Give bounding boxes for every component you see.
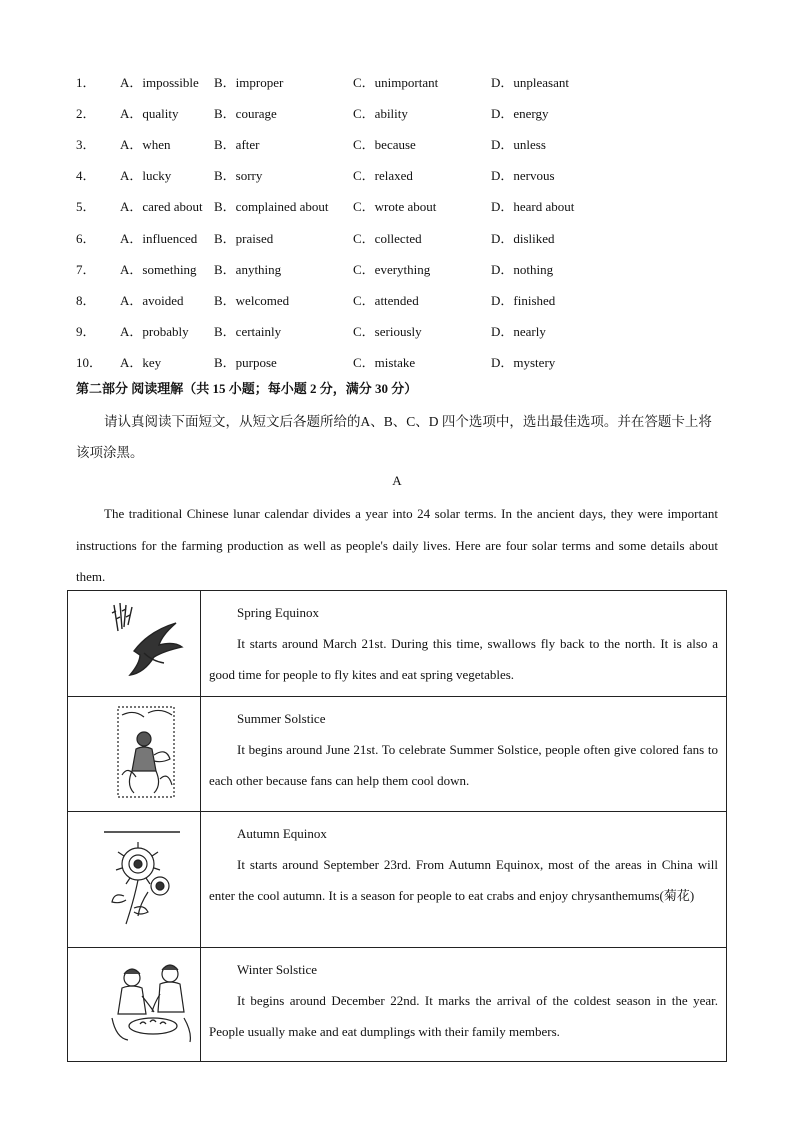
option-c: C．everything xyxy=(353,261,431,277)
option-a: A．lucky xyxy=(120,168,172,184)
question-number: 2． xyxy=(76,106,96,122)
term-description: It starts around September 23rd. From Autumn Equinox, most of the areas in China will enter the cool autumn. It is a season for people to eat crabs and enjoy chrysanthemums(菊花) xyxy=(209,857,718,903)
option-c: C．attended xyxy=(353,292,419,308)
table-row xyxy=(68,948,727,1062)
term-cell xyxy=(201,948,727,1062)
option-b: B．after xyxy=(214,137,260,153)
question-row xyxy=(76,284,736,315)
option-d: D．disliked xyxy=(491,230,555,246)
option-a: A．when xyxy=(120,137,171,153)
option-a: A．influenced xyxy=(120,230,198,246)
question-row xyxy=(76,253,736,284)
question-row xyxy=(76,128,736,159)
option-b: B．purpose xyxy=(214,354,277,370)
section-instruction: 请认真阅读下面短文，从短文后各题所给的A、B、C、D 四个选项中，选出最佳选项。并在答题卡上将该项涂黑。 xyxy=(76,414,712,460)
table-row xyxy=(68,591,727,697)
term-cell xyxy=(201,591,727,697)
option-a: A．impossible xyxy=(120,75,199,91)
option-d: D．nervous xyxy=(491,168,555,184)
term-description: It begins around June 21st. To celebrate Summer Solstice, people often give colored fans to each other because fans can help them cool down. xyxy=(209,742,718,788)
question-number: 5． xyxy=(76,199,96,215)
question-number: 3． xyxy=(76,137,96,153)
term-description: It starts around March 21st. During this time, swallows fly back to the north. It is also a good time for people to fly kites and eat spring vegetables. xyxy=(209,636,718,682)
question-row xyxy=(76,190,736,221)
term-name: Summer Solstice xyxy=(237,711,326,726)
question-row xyxy=(76,159,736,190)
question-number: 8． xyxy=(76,292,96,308)
option-c: C．unimportant xyxy=(353,75,439,91)
option-c: C．mistake xyxy=(353,354,416,370)
question-row xyxy=(76,346,736,377)
option-a: A．probably xyxy=(120,323,189,339)
solar-terms-table xyxy=(67,590,727,1062)
option-d: D．energy xyxy=(491,106,549,122)
question-row xyxy=(76,97,736,128)
option-b: B．improper xyxy=(214,75,284,91)
option-b: B．sorry xyxy=(214,168,263,184)
option-d: D．nearly xyxy=(491,323,546,339)
dumpling-family-icon xyxy=(68,948,201,1062)
option-b: B．anything xyxy=(214,261,282,277)
option-c: C．wrote about xyxy=(353,199,437,215)
passage-letter: A xyxy=(392,473,402,488)
option-d: D．nothing xyxy=(491,261,554,277)
term-cell xyxy=(201,697,727,812)
option-a: A．quality xyxy=(120,106,179,122)
question-row xyxy=(76,221,736,252)
option-b: B．certainly xyxy=(214,323,282,339)
term-name: Autumn Equinox xyxy=(237,826,327,841)
section-title: 第二部分 阅读理解（共 15 小题；每小题 2 分，满分 30 分） xyxy=(76,381,418,396)
option-b: B．welcomed xyxy=(214,292,290,308)
option-c: C．relaxed xyxy=(353,168,413,184)
question-row xyxy=(76,66,736,97)
option-a: A．key xyxy=(120,354,162,370)
term-name: Winter Solstice xyxy=(237,962,317,977)
option-d: D．heard about xyxy=(491,199,575,215)
option-d: D．unless xyxy=(491,137,546,153)
question-list xyxy=(76,66,736,377)
option-a: A．avoided xyxy=(120,292,184,308)
chrysanthemum-icon xyxy=(68,812,201,948)
option-b: B．praised xyxy=(214,230,274,246)
question-number: 1． xyxy=(76,75,96,91)
option-c: C．seriously xyxy=(353,323,422,339)
term-cell xyxy=(201,812,727,948)
option-c: C．collected xyxy=(353,230,422,246)
question-number: 7． xyxy=(76,261,96,277)
fan-people-icon xyxy=(68,697,201,812)
option-b: B．courage xyxy=(214,106,277,122)
table-row xyxy=(68,697,727,812)
term-name: Spring Equinox xyxy=(237,605,319,620)
option-d: D．unpleasant xyxy=(491,75,569,91)
table-row xyxy=(68,812,727,948)
option-c: C．because xyxy=(353,137,416,153)
question-number: 4． xyxy=(76,168,96,184)
option-b: B．complained about xyxy=(214,199,329,215)
term-description: It begins around December 22nd. It marks the arrival of the coldest season in the year. People usually make and eat dumplings with their family members. xyxy=(209,993,718,1039)
swallow-icon xyxy=(68,591,201,697)
option-c: C．ability xyxy=(353,106,408,122)
passage-intro: The traditional Chinese lunar calendar divides a year into 24 solar terms. In the ancient days, they were important instructions for the farming production as well as people's daily lives. Here are four solar terms and some details about them. xyxy=(76,506,718,584)
question-number: 9． xyxy=(76,323,96,339)
option-a: A．cared about xyxy=(120,199,203,215)
question-number: 10． xyxy=(76,354,103,370)
question-row xyxy=(76,315,736,346)
option-a: A．something xyxy=(120,261,197,277)
option-d: D．finished xyxy=(491,292,556,308)
question-number: 6． xyxy=(76,230,96,246)
option-d: D．mystery xyxy=(491,354,556,370)
